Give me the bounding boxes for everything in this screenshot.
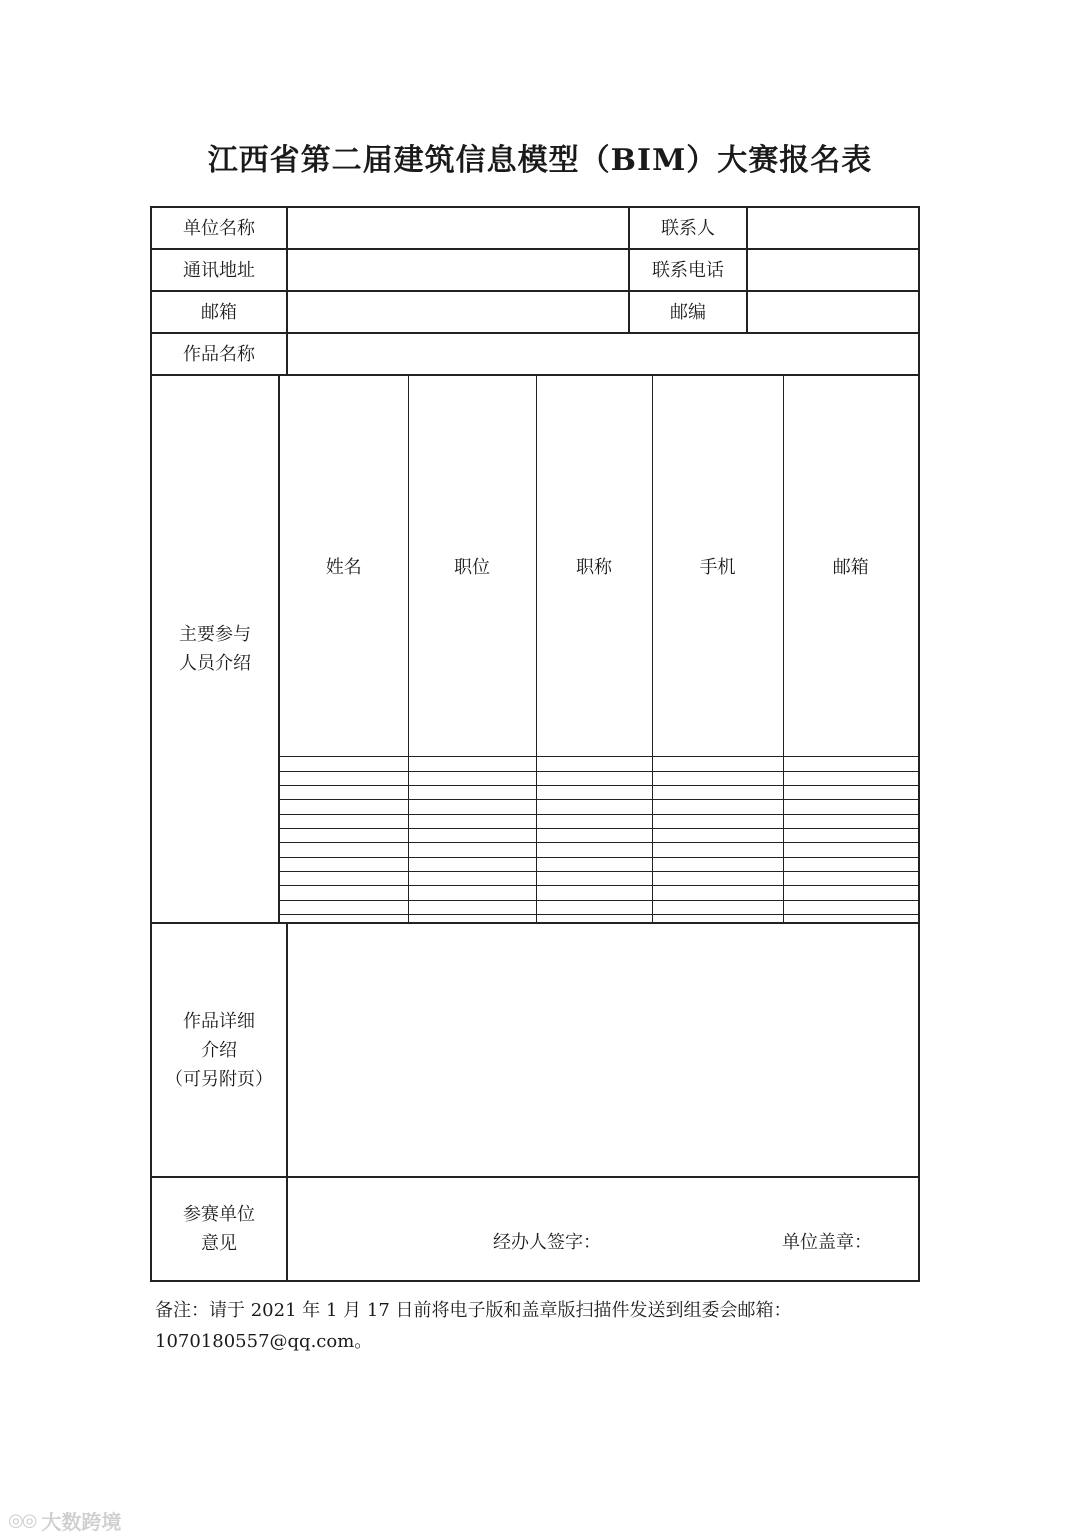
member-cell[interactable] bbox=[408, 800, 536, 814]
member-cell[interactable] bbox=[280, 771, 408, 785]
member-cell[interactable] bbox=[536, 915, 652, 922]
member-cell[interactable] bbox=[536, 814, 652, 828]
member-cell[interactable] bbox=[652, 785, 783, 799]
postcode-field[interactable] bbox=[747, 291, 919, 333]
member-cell[interactable] bbox=[652, 872, 783, 886]
row-email bbox=[151, 291, 919, 333]
member-cell[interactable] bbox=[408, 785, 536, 799]
member-cell[interactable] bbox=[280, 814, 408, 828]
member-cell[interactable] bbox=[280, 900, 408, 914]
contact-person-label: 联系人 bbox=[629, 207, 747, 249]
member-row bbox=[280, 771, 918, 785]
member-cell[interactable] bbox=[652, 757, 783, 771]
col-header-email: 邮箱 bbox=[783, 376, 918, 757]
member-cell[interactable] bbox=[783, 829, 918, 843]
member-cell[interactable] bbox=[783, 915, 918, 922]
member-cell[interactable] bbox=[408, 915, 536, 922]
member-cell[interactable] bbox=[783, 857, 918, 871]
member-cell[interactable] bbox=[280, 843, 408, 857]
opinion-label-line2: 意见 bbox=[201, 1233, 237, 1254]
member-cell[interactable] bbox=[536, 785, 652, 799]
member-cell[interactable] bbox=[652, 886, 783, 900]
member-row bbox=[280, 857, 918, 871]
member-cell[interactable] bbox=[783, 843, 918, 857]
opinion-field[interactable] bbox=[287, 1177, 919, 1281]
contact-phone-label: 联系电话 bbox=[629, 249, 747, 291]
members-table-cell bbox=[279, 375, 919, 923]
contact-person-field[interactable] bbox=[747, 207, 919, 249]
member-cell[interactable] bbox=[408, 843, 536, 857]
member-row bbox=[280, 872, 918, 886]
member-cell[interactable] bbox=[652, 771, 783, 785]
note bbox=[155, 1295, 935, 1357]
member-row bbox=[280, 843, 918, 857]
members-header-row bbox=[280, 376, 918, 757]
member-row bbox=[280, 814, 918, 828]
member-cell[interactable] bbox=[280, 915, 408, 922]
row-work-name bbox=[151, 333, 919, 375]
note-line1: 备注：请于 2021 年 1 月 17 日前将电子版和盖章版扫描件发送到组委会邮箱： bbox=[155, 1300, 792, 1321]
postcode-label: 邮编 bbox=[629, 291, 747, 333]
watermark-logo-icon: ◎◎ bbox=[8, 1509, 36, 1531]
member-cell[interactable] bbox=[536, 857, 652, 871]
member-cell[interactable] bbox=[280, 785, 408, 799]
member-cell[interactable] bbox=[783, 814, 918, 828]
details-field[interactable] bbox=[287, 923, 919, 1177]
details-label-line3: （可另附页） bbox=[165, 1068, 273, 1090]
address-label: 通讯地址 bbox=[151, 249, 287, 291]
member-cell[interactable] bbox=[783, 800, 918, 814]
opinion-label-line1: 参赛单位 bbox=[183, 1204, 255, 1225]
work-name-field[interactable] bbox=[287, 333, 919, 375]
watermark bbox=[8, 1505, 121, 1535]
member-cell[interactable] bbox=[783, 757, 918, 771]
member-cell[interactable] bbox=[408, 900, 536, 914]
member-cell[interactable] bbox=[783, 900, 918, 914]
member-row bbox=[280, 915, 918, 922]
member-cell[interactable] bbox=[783, 785, 918, 799]
member-row bbox=[280, 757, 918, 771]
member-cell[interactable] bbox=[536, 771, 652, 785]
details-label-line1: 作品详细 bbox=[183, 1010, 255, 1032]
email-label: 邮箱 bbox=[151, 291, 287, 333]
registration-form-table bbox=[150, 206, 920, 1282]
members-label-line2: 人员介绍 bbox=[179, 653, 251, 674]
member-cell[interactable] bbox=[652, 915, 783, 922]
note-line2: 1070180557@qq.com。 bbox=[155, 1331, 373, 1352]
member-row bbox=[280, 886, 918, 900]
member-cell[interactable] bbox=[408, 886, 536, 900]
col-header-title: 职称 bbox=[536, 376, 652, 757]
member-row bbox=[280, 900, 918, 914]
col-header-name: 姓名 bbox=[280, 376, 408, 757]
handler-signature-label: 经办人签字： bbox=[493, 1232, 601, 1253]
member-row bbox=[280, 800, 918, 814]
unit-name-label: 单位名称 bbox=[151, 207, 287, 249]
unit-seal-label: 单位盖章： bbox=[782, 1232, 872, 1253]
member-cell[interactable] bbox=[408, 829, 536, 843]
member-cell[interactable] bbox=[536, 900, 652, 914]
watermark-text: 大数跨境 bbox=[41, 1509, 122, 1534]
member-cell[interactable] bbox=[652, 814, 783, 828]
member-cell[interactable] bbox=[408, 757, 536, 771]
member-cell[interactable] bbox=[408, 857, 536, 871]
member-cell[interactable] bbox=[783, 771, 918, 785]
member-cell[interactable] bbox=[536, 843, 652, 857]
form-title: 江西省第二届建筑信息模型（BIM）大赛报名表 bbox=[207, 143, 873, 178]
member-cell[interactable] bbox=[536, 800, 652, 814]
member-cell[interactable] bbox=[783, 872, 918, 886]
member-cell[interactable] bbox=[652, 829, 783, 843]
member-cell[interactable] bbox=[536, 886, 652, 900]
member-cell[interactable] bbox=[536, 872, 652, 886]
member-row bbox=[280, 785, 918, 799]
member-cell[interactable] bbox=[783, 886, 918, 900]
row-unit-name bbox=[151, 207, 919, 249]
details-label-line2: 介绍 bbox=[201, 1039, 237, 1061]
member-cell[interactable] bbox=[280, 872, 408, 886]
opinion-label bbox=[151, 1177, 287, 1281]
row-opinion bbox=[151, 1177, 919, 1281]
members-label bbox=[151, 375, 279, 923]
member-cell[interactable] bbox=[408, 771, 536, 785]
member-cell[interactable] bbox=[280, 829, 408, 843]
row-details bbox=[151, 923, 919, 1177]
contact-phone-field[interactable] bbox=[747, 249, 919, 291]
members-table bbox=[280, 376, 918, 922]
member-cell[interactable] bbox=[652, 857, 783, 871]
member-cell[interactable] bbox=[536, 829, 652, 843]
member-row bbox=[280, 829, 918, 843]
member-cell[interactable] bbox=[408, 814, 536, 828]
member-cell[interactable] bbox=[652, 800, 783, 814]
member-cell[interactable] bbox=[536, 757, 652, 771]
member-cell[interactable] bbox=[280, 757, 408, 771]
email-field[interactable] bbox=[287, 291, 629, 333]
unit-name-field[interactable] bbox=[287, 207, 629, 249]
col-header-position: 职位 bbox=[408, 376, 536, 757]
col-header-mobile: 手机 bbox=[652, 376, 783, 757]
row-members bbox=[151, 375, 919, 923]
member-cell[interactable] bbox=[652, 843, 783, 857]
details-label bbox=[151, 923, 287, 1177]
member-cell[interactable] bbox=[280, 800, 408, 814]
member-cell[interactable] bbox=[408, 872, 536, 886]
member-cell[interactable] bbox=[280, 886, 408, 900]
member-cell[interactable] bbox=[652, 900, 783, 914]
members-label-line1: 主要参与 bbox=[179, 624, 251, 645]
address-field[interactable] bbox=[287, 249, 629, 291]
work-name-label: 作品名称 bbox=[151, 333, 287, 375]
row-address bbox=[151, 249, 919, 291]
member-cell[interactable] bbox=[280, 857, 408, 871]
